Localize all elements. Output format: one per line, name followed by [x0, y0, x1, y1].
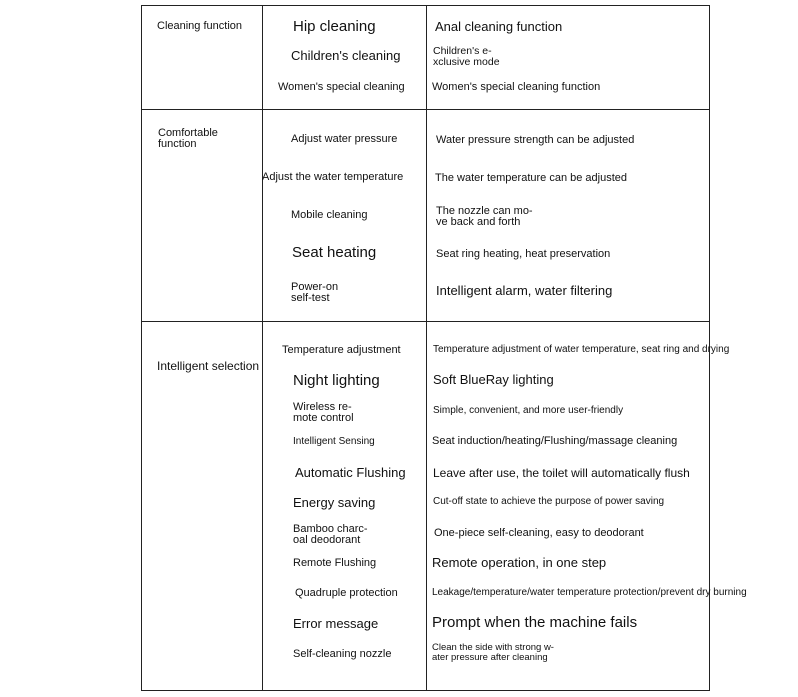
description-cell: Leave after use, the toilet will automatically flush: [433, 466, 690, 480]
feature-cell: Hip cleaning: [293, 18, 376, 35]
feature-cell: [293, 402, 373, 424]
feature-cell: Adjust the water temperature: [262, 171, 404, 183]
category-cleaning-function: Cleaning function: [157, 20, 243, 32]
description-cell: [433, 46, 543, 67]
feature-cell: Temperature adjustment: [282, 344, 401, 356]
feature-line: Bamboo charc- oal deodorant: [293, 523, 368, 546]
description-cell: Prompt when the machine fails: [432, 614, 638, 631]
feature-cell: Mobile cleaning: [291, 209, 368, 221]
feature-cell: [291, 282, 371, 304]
section-divider-2: [141, 321, 710, 322]
description-line: The nozzle can mo- ve back and forth: [436, 205, 533, 228]
description-cell: Temperature adjustment of water temperature, seat ring and drying: [433, 344, 730, 355]
column-divider-feature: [426, 5, 427, 691]
description-cell: The water temperature can be adjusted: [435, 172, 628, 184]
description-cell: Soft BlueRay lighting: [433, 372, 554, 387]
category-intelligent-selection: Intelligent selection: [157, 359, 260, 373]
feature-cell: Night lighting: [293, 372, 380, 389]
description-cell: Leakage/temperature/water temperature protection/prevent dry burning: [432, 587, 747, 598]
description-cell: Seat ring heating, heat preservation: [436, 248, 611, 260]
feature-cell: Automatic Flushing: [295, 465, 406, 480]
description-cell: Seat induction/heating/Flushing/massage cleaning: [432, 435, 678, 447]
description-line: Children's e- xclusive mode: [433, 45, 500, 68]
feature-cell: Children's cleaning: [291, 48, 401, 63]
section-divider-1: [141, 109, 710, 110]
description-cell: [436, 206, 556, 228]
category-label: Comfortable function: [158, 127, 218, 150]
feature-line: Wireless re- mote control: [293, 401, 354, 424]
feature-cell: Adjust water pressure: [291, 133, 398, 145]
feature-cell: Self-cleaning nozzle: [293, 648, 392, 660]
description-cell: Women's special cleaning function: [432, 81, 601, 93]
description-cell: Cut-off state to achieve the purpose of power saving: [433, 496, 665, 507]
category-comfortable-function: [158, 128, 258, 150]
feature-cell: Intelligent Sensing: [293, 436, 375, 447]
description-cell: Intelligent alarm, water filtering: [436, 283, 613, 298]
feature-line: Power-on self-test: [291, 281, 339, 304]
feature-cell: Women's special cleaning: [278, 81, 405, 93]
feature-cell: Remote Flushing: [293, 557, 377, 569]
description-cell: One-piece self-cleaning, easy to deodorant: [434, 527, 644, 539]
feature-cell: Quadruple protection: [295, 587, 398, 599]
feature-cell: Error message: [293, 616, 379, 631]
feature-cell: Energy saving: [293, 495, 376, 510]
description-cell: [432, 643, 582, 663]
description-cell: Anal cleaning function: [435, 19, 563, 34]
column-divider-category: [262, 5, 263, 691]
description-cell: Simple, convenient, and more user-friendly: [433, 405, 624, 416]
description-line: Clean the side with strong w- ater pressure after cleaning: [432, 642, 554, 663]
feature-cell: Seat heating: [292, 244, 377, 261]
description-cell: Remote operation, in one step: [432, 555, 607, 570]
description-cell: Water pressure strength can be adjusted: [436, 134, 635, 146]
feature-cell: [293, 524, 378, 546]
